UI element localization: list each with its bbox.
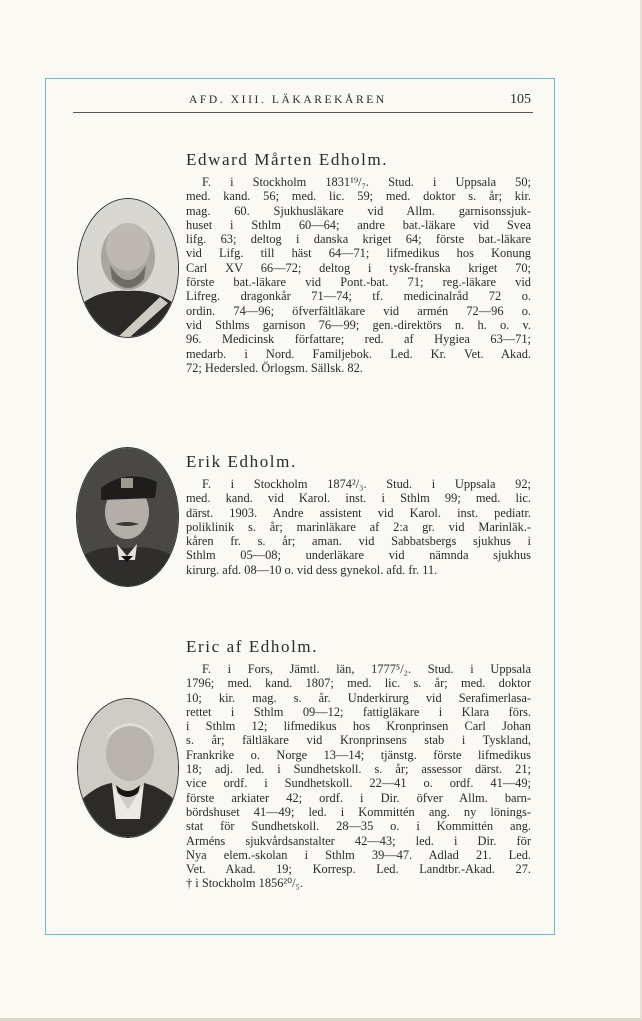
entry-name: Erik Edholm. xyxy=(186,452,297,471)
bio-line: F. i Fors, Jämtl. län, 1777⁵/₂. Stud. i Uppsala xyxy=(202,662,531,676)
bio-line: 96. Medicinsk författare; red. af Hygiea 63—71; xyxy=(186,332,531,347)
section-title: AFD. XIII. LÄKAREKÅREN xyxy=(189,94,387,106)
bio-line: Nya elem.-skolan i Sthlm 39—47. Adlad 21. Led. xyxy=(186,847,531,862)
entry-biography xyxy=(186,477,531,577)
bio-line: poliklinik s. år; marinläkare af 2:a gr. vid Marinläk.- xyxy=(186,519,531,534)
bio-line: kåren fr. s. år; aman. vid Sabbatsbergs sjukhus i xyxy=(186,534,531,549)
bio-line: Lifreg. dragonkår 71—74; tf. medicinalråd 72 o. xyxy=(186,289,531,304)
page-number: 105 xyxy=(510,92,531,107)
entry-edward-marten-edholm xyxy=(186,150,531,375)
entry-biography xyxy=(186,175,531,375)
bio-line: † i Stockholm 1856²⁰/₅. xyxy=(186,876,303,891)
bio-line: Frankrike o. Norge 13—14; tjänstg. förste lifmedikus xyxy=(186,747,531,762)
bio-line: 10; kir. mag. s. år. Underkirurg vid Serafimerlasa- xyxy=(186,690,531,705)
bio-line: förste bat.-läkare vid Pont.-bat. 71; reg.-läkare vid xyxy=(186,275,531,290)
portrait-edward-marten-edholm xyxy=(77,198,179,338)
bio-line: därst. 1903. Andre assistent vid Karol. inst. pediatr. xyxy=(186,505,531,520)
bio-line: medarb. i Nord. Familjebok. Led. Kr. Vet. Akad. xyxy=(186,346,531,361)
entry-erik-edholm xyxy=(186,452,531,577)
portrait-erik-edholm xyxy=(76,447,179,587)
entry-name: Edward Mårten Edholm. xyxy=(186,150,389,169)
bio-line: i Sthlm 12; lifmedikus hos Kronprinsen Carl Johan xyxy=(186,719,531,734)
bio-line: med. kand. vid Karol. inst. i Sthlm 99; med. lic. xyxy=(186,491,531,506)
bio-line: F. i Stockholm 1874²/₃. Stud. i Uppsala 92; xyxy=(202,477,531,491)
bio-line: mag. 60. Sjukhusläkare vid Allm. garnisonssjuk- xyxy=(186,203,531,218)
bio-line: kirurg. afd. 08—10 o. vid dess gynekol. afd. fr. 11. xyxy=(186,562,438,577)
bio-line: vice ordf. i Sundhetskoll. 22—41 o. ordf. 41—49; xyxy=(186,776,531,791)
bio-line: ordin. 74—96; öfverfältläkare vid armén 72—96 o. xyxy=(186,303,531,318)
bio-line: Arméns sjukvårdsanstalter 42—43; led. i Dir. för xyxy=(186,833,531,848)
bio-line: 18; adj. led. i Sundhetskoll. s. år; assessor därst. 21; xyxy=(186,762,531,777)
bio-line: vid Lifg. till häst 64—71; lifmedikus hos Konung xyxy=(186,246,531,261)
entry-biography xyxy=(186,662,531,891)
bio-line: Sthlm 05—08; underläkare vid nämnda sjukhus xyxy=(186,548,531,563)
bio-line: s. år; fältläkare vid Kronprinsens stab i Tyskland, xyxy=(186,733,531,748)
bio-line: 72; Hedersled. Örlogsm. Sällsk. 82. xyxy=(186,360,363,375)
bio-line: vid Sthlms garnison 76—99; gen.-direktörs n. h. o. v. xyxy=(186,317,531,332)
bio-line: huset i Sthlm 60—64; andre bat.-läkare vid Svea xyxy=(186,217,531,232)
bio-line: rettet i Sthlm 09—12; fattigläkare i Klara förs. xyxy=(186,704,531,719)
bio-line: förste arkiater 42; ordf. i Dir. öfver Allm. barn- xyxy=(186,790,531,805)
running-head xyxy=(73,92,533,113)
entry-eric-af-edholm xyxy=(186,637,531,891)
bio-line: lifg. 63; deltog i danska kriget 64; förste bat.-läkare xyxy=(186,232,531,247)
bio-line: med. kand. 56; med. lic. 59; med. doktor s. år; kir. xyxy=(186,189,531,204)
bio-line: Vet. Akad. 19; Korresp. Led. Landtbr.-Akad. 27. xyxy=(186,862,531,877)
entry-name: Eric af Edholm. xyxy=(186,637,319,656)
bio-line: bördshuset 41—49; led. i Kommittén ang. ny lönings- xyxy=(186,804,531,819)
bio-line: 1796; med. kand. 1807; med. lic. s. år; med. doktor xyxy=(186,676,531,691)
bio-line: stat för Sundhetskoll. 28—35 o. i Kommittén ang. xyxy=(186,819,531,834)
portrait-eric-af-edholm xyxy=(77,698,179,838)
bio-line: Carl XV 66—72; deltog i tysk-franska kriget 70; xyxy=(186,260,531,275)
bio-line: F. i Stockholm 1831¹⁹/₇. Stud. i Uppsala 50; xyxy=(202,175,531,189)
